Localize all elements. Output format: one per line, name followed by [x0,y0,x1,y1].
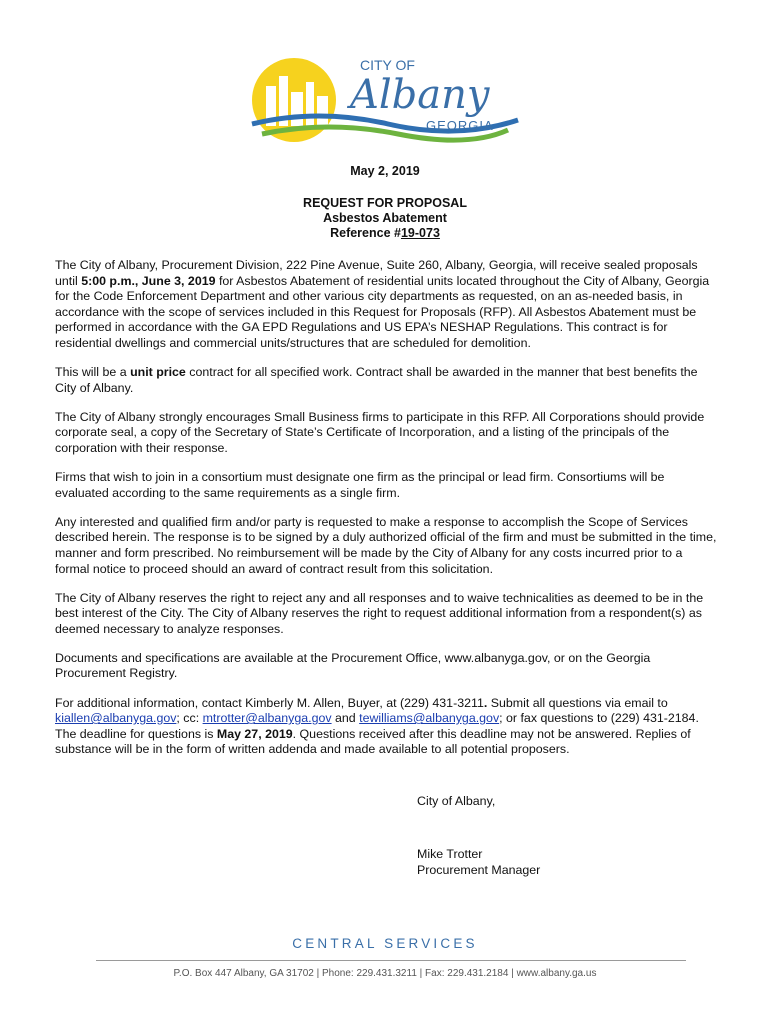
rfp-heading [0,196,770,241]
letter-body [55,258,720,771]
email-link-kiallen[interactable]: kiallen@albanyga.gov [55,711,177,726]
city-of-albany-logo [248,48,528,148]
paragraph-contract-type: This will be a unit price contract for all specified work. Contract shall be awarded in the manner that best benefits the City of Albany. [55,365,698,395]
paragraph-reservation: The City of Albany reserves the right to reject any and all responses and to waive technicalities as deemed to be in the best interest of the City. The City of Albany reserves the right to request additional information from a respondent(s) as deemed necessary to analyze responses. [55,590,704,636]
submission-deadline: 5:00 p.m., June 3, 2019 [81,273,216,288]
paragraph-documents: Documents and specifications are available at the Procurement Office, www.albanyga.gov, or on the Georgia Procurement Registry. [55,650,651,681]
signer-title: Procurement Manager [417,863,541,877]
footer-divider [96,960,686,961]
closing-line: City of Albany, [417,794,496,808]
footer-department: CENTRAL SERVICES [292,936,478,951]
logo-georgia: GEORGIA [426,118,494,133]
email-link-tewilliams[interactable]: tewilliams@albanyga.gov [359,711,500,726]
signature-block [417,846,540,878]
paragraph-consortium: Firms that wish to join in a consortium must designate one firm as the principal or lead firm. Consortiums will be evaluated according to the same requirements as a single firm. [55,470,665,500]
unit-price-emphasis: unit price [130,365,186,380]
footer-address: P.O. Box 447 Albany, GA 31702 | Phone: 229.431.3211 | Fax: 229.431.2184 | www.albany.ga.us [173,968,597,979]
logo-city-of: CITY OF [360,57,415,73]
signer-name: Mike Trotter [417,847,483,861]
paragraph-contact: For additional information, contact Kimberly M. Allen, Buyer, at (229) 431-3211. Submit all questions via email to kiallen@albanyga.gov; cc: mtrotter@albanyga.gov and tewilliams@albanyga.gov; or fax questions to (229) 431-2184. The deadline for questions is May 27, 2019. Questions received after this deadline may not be answered. Replies of substance will be in the form of written addenda and made available to all potential proposers. [55,695,699,757]
rfp-reference [0,226,770,241]
paragraph-small-business: The City of Albany strongly encourages Small Business firms to participate in this RFP. All Corporations should provide corporate seal, a copy of the Secretary of State’s Certificate of Incorporation, and a listing of the principals of the corporation with their response. [55,409,705,455]
reference-number: 19-073 [400,226,440,240]
rfp-title: REQUEST FOR PROPOSAL [303,196,467,210]
logo-albany: Albany [350,72,490,118]
paragraph-intro: The City of Albany, Procurement Division, 222 Pine Avenue, Suite 260, Albany, Georgia, will receive sealed proposals until 5:00 p.m., June 3, 2019 for Asbestos Abatement of residential units located throughout the City of Albany, Georgia for the Code Enforcement Department and other various city departments as requested, on an as-needed basis, in accordance with the scope of services included in this Request for Proposals (RFP). All Asbestos Abatement must be performed in accordance with the GA EPD Regulations and US EPA’s NESHAP Regulations. This contract is for residential dwellings and commercial units/structures that are scheduled for demolition. [55,258,710,350]
paragraph-response: Any interested and qualified firm and/or party is requested to make a response to accomplish the Scope of Services described herein. The response is to be signed by a duly authorized official of the firm and must be submitted in the time, manner and form prescribed. No reimbursement will be made by the City of Albany for any costs incurred prior to a formal notice to proceed should an award of contract result from this solicitation. [55,514,717,576]
rfp-subject: Asbestos Abatement [323,211,447,225]
email-link-mtrotter[interactable]: mtrotter@albanyga.gov [202,711,332,726]
reference-label: Reference # [330,226,401,240]
letter-date: May 2, 2019 [350,164,420,178]
question-deadline: May 27, 2019 [216,726,293,741]
